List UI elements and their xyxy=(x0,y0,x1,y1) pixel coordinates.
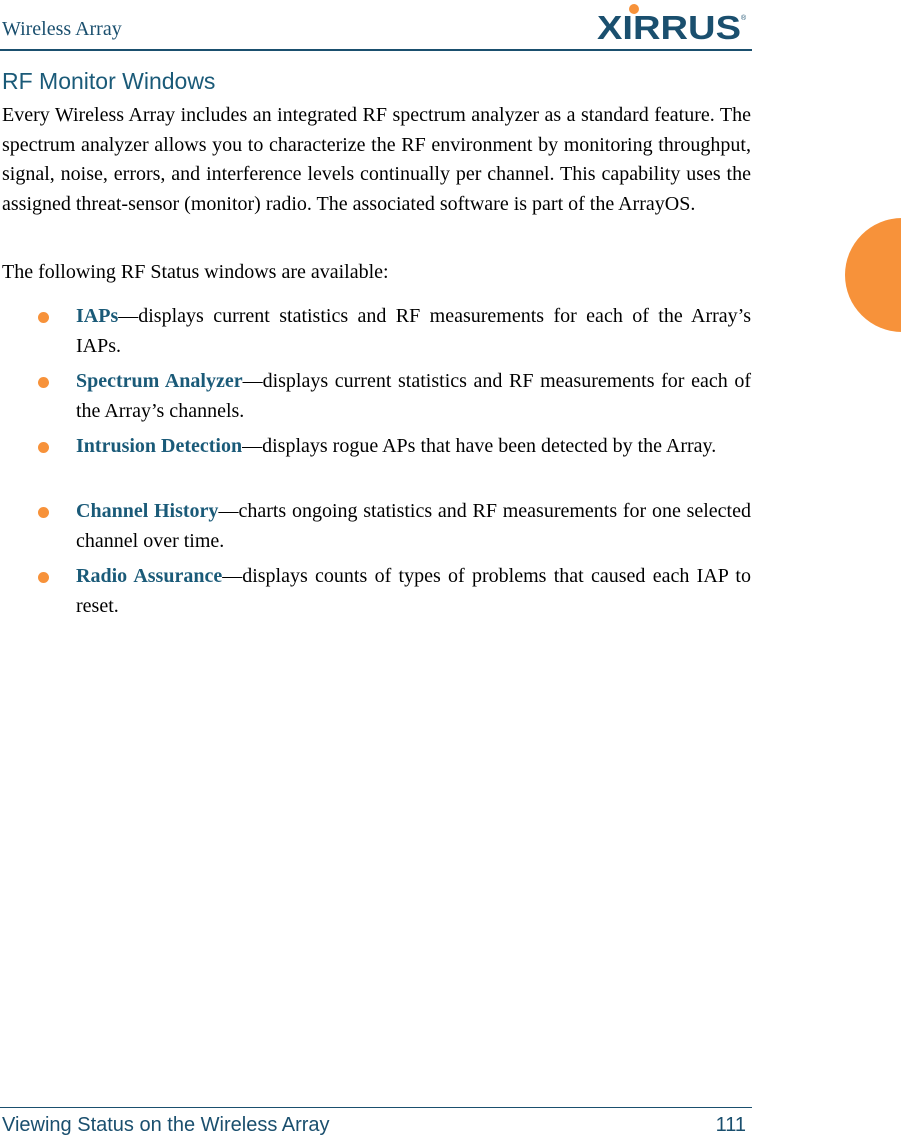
list-item-text xyxy=(76,432,751,462)
registered-mark-icon: ® xyxy=(741,15,747,22)
xirrus-logo xyxy=(597,2,747,42)
bullet-icon xyxy=(38,572,49,583)
intro-paragraph: Every Wireless Array includes an integrated RF spectrum analyzer as a standard feature. The spectrum analyzer allows you to characterize the RF environment by monitoring throughput, signal, noise, errors, and interference levels continually per channel. This capability uses the assigned threat-sensor (monitor) radio. The associated software is part of the ArrayOS. xyxy=(2,104,751,215)
list-item-description: —displays current statistics and RF measurements for each of the Array’s channels. xyxy=(76,370,751,422)
list-item-term: Channel History xyxy=(76,500,219,522)
list-item-term: Radio Assurance xyxy=(76,565,223,587)
list-item-description: —charts ongoing statistics and RF measurements for one selected channel over time. xyxy=(76,500,751,552)
page-number: 111 xyxy=(715,1114,746,1136)
list-item-text xyxy=(76,497,751,556)
list-item-text xyxy=(76,367,751,426)
running-header-title: Wireless Array xyxy=(2,18,122,40)
lead-paragraph: The following RF Status windows are available: xyxy=(2,261,389,283)
list-item-text xyxy=(76,302,751,361)
bullet-icon xyxy=(38,442,49,453)
bullet-icon xyxy=(38,312,49,323)
footer-divider xyxy=(0,1107,752,1108)
chapter-tab-marker xyxy=(845,218,901,332)
logo-wordmark: XIRRUS xyxy=(597,9,741,42)
bullet-icon xyxy=(38,507,49,518)
list-item-description: —displays counts of types of problems that caused each IAP to reset. xyxy=(76,565,751,617)
footer-chapter-title: Viewing Status on the Wireless Array xyxy=(2,1114,330,1136)
list-item-term: Spectrum Analyzer xyxy=(76,370,243,392)
list-item-term: Intrusion Detection xyxy=(76,435,243,457)
section-title: RF Monitor Windows xyxy=(2,68,216,94)
list-item-description: —displays current statistics and RF measurements for each of the Array’s IAPs. xyxy=(76,305,751,357)
bullet-icon xyxy=(38,377,49,388)
list-item-description: —displays rogue APs that have been detected by the Array. xyxy=(242,435,717,457)
header-divider xyxy=(0,49,752,51)
list-item-text xyxy=(76,562,751,621)
list-item-term: IAPs xyxy=(76,305,119,327)
